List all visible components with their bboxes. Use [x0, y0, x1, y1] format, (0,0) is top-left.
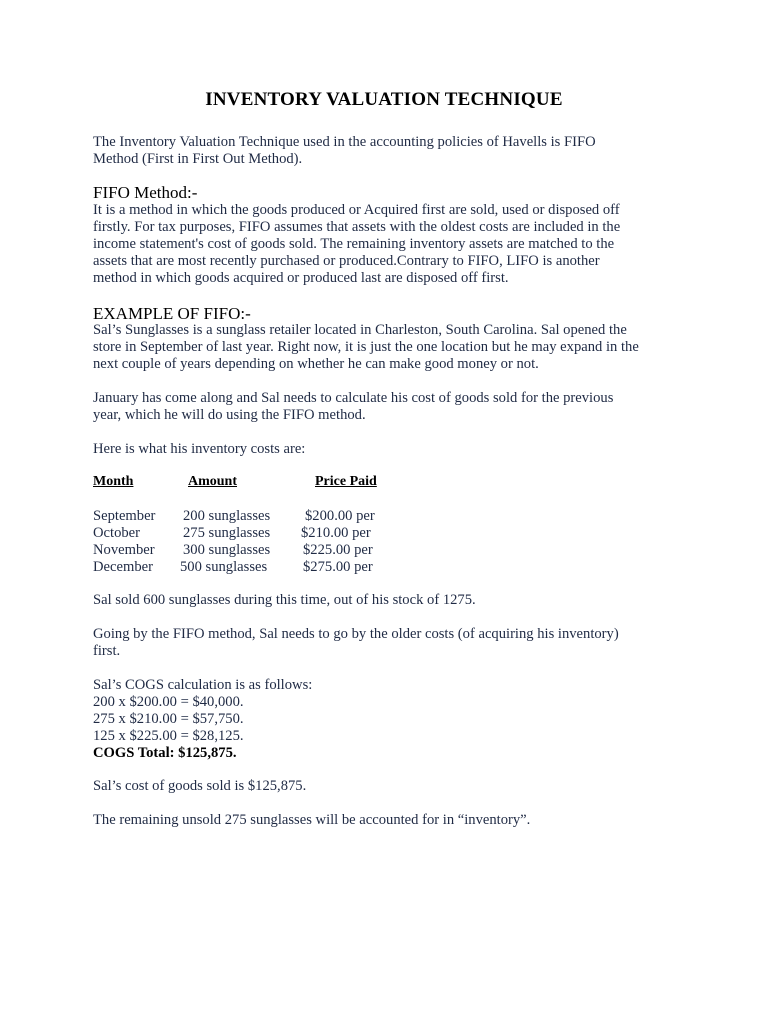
document-title: INVENTORY VALUATION TECHNIQUE	[205, 89, 563, 110]
sold-paragraph	[93, 592, 683, 609]
cogs-line: 200 x $200.00 = $40,000.	[93, 693, 244, 710]
example-line: next couple of years depending on whether he can make good money or not.	[93, 355, 539, 372]
fifo-line: firstly. For tax purposes, FIFO assumes that assets with the oldest costs are included in the	[93, 218, 621, 235]
table-cell-month: September	[93, 508, 156, 524]
table-header-price: Price Paid	[315, 474, 377, 489]
example-line: January has come along and Sal needs to calculate his cost of goods sold for the previous	[93, 390, 614, 406]
fifo-note-line: Going by the FIFO method, Sal needs to go by the older costs (of acquiring his inventory)	[93, 626, 619, 642]
remaining-line: The remaining unsold 275 sunglasses will be accounted for in “inventory”.	[93, 812, 531, 828]
fifo-note-line: first.	[93, 642, 121, 659]
intro-line: The Inventory Valuation Technique used in the accounting policies of Havells is FIFO	[93, 134, 596, 150]
table-cell-amount: 275 sunglasses	[183, 525, 271, 541]
fifo-heading: FIFO Method:-	[93, 183, 198, 202]
example-line: Sal’s Sunglasses is a sunglass retailer located in Charleston, South Carolina. Sal opened the	[93, 322, 627, 338]
example-paragraph-2	[93, 390, 683, 424]
table-cell-month: October	[93, 525, 141, 541]
sold-line: Sal sold 600 sunglasses during this time, out of his stock of 1275.	[93, 592, 476, 608]
cogs-line: 125 x $225.00 = $28,125.	[93, 727, 244, 744]
cost-line: Sal’s cost of goods sold is $125,875.	[93, 778, 307, 794]
example-line: year, which he will do using the FIFO method.	[93, 406, 366, 423]
example-heading: EXAMPLE OF FIFO:-	[93, 304, 251, 323]
table-cell-price: $210.00 per	[301, 525, 371, 541]
table-cell-amount: 300 sunglasses	[183, 542, 271, 558]
cogs-total: COGS Total: $125,875.	[93, 744, 237, 761]
cogs-intro: Sal’s COGS calculation is as follows:	[93, 677, 313, 693]
table-cell-amount: 500 sunglasses	[180, 559, 268, 575]
cost-paragraph	[93, 778, 683, 795]
intro-paragraph	[93, 134, 683, 168]
fifo-line: income statement's cost of goods sold. The remaining inventory assets are matched to the	[93, 235, 615, 252]
cogs-line: 275 x $210.00 = $57,750.	[93, 710, 244, 727]
cogs-calculation	[93, 677, 683, 762]
example-paragraph-1	[93, 322, 683, 373]
table-cell-price: $200.00 per	[305, 508, 375, 524]
example-line: store in September of last year. Right now, it is just the one location but he may expand in the	[93, 338, 639, 355]
fifo-line: method in which goods acquired or produced last are disposed off first.	[93, 269, 509, 286]
example-paragraph-3	[93, 441, 683, 458]
table-header-month: Month	[93, 474, 134, 489]
table-header-amount: Amount	[188, 474, 238, 489]
table-cell-price: $225.00 per	[303, 542, 373, 558]
fifo-paragraph	[93, 202, 683, 287]
table-cell-amount: 200 sunglasses	[183, 508, 271, 524]
table-cell-month: November	[93, 542, 155, 558]
intro-line: Method (First in First Out Method).	[93, 150, 303, 167]
fifo-line: assets that are most recently purchased or produced.Contrary to FIFO, LIFO is another	[93, 252, 600, 269]
table-cell-month: December	[93, 559, 153, 575]
fifo-line: It is a method in which the goods produced or Acquired first are sold, used or disposed off	[93, 202, 620, 218]
table-cell-price: $275.00 per	[303, 559, 373, 575]
remaining-paragraph	[93, 812, 683, 829]
example-line: Here is what his inventory costs are:	[93, 441, 306, 457]
fifo-note-paragraph	[93, 626, 683, 660]
